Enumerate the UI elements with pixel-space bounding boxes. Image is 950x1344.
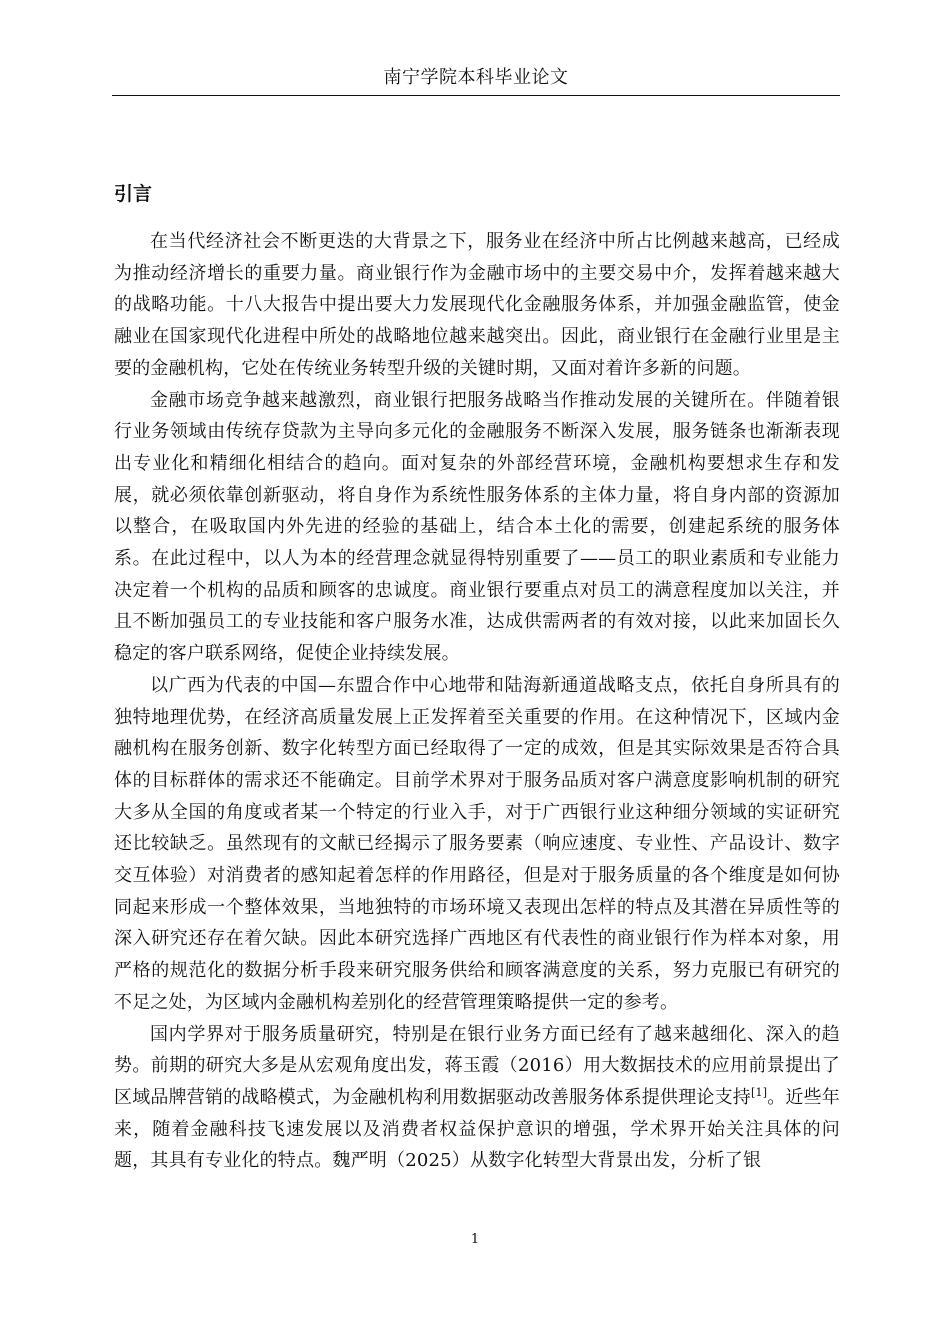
citation-marker: [1] [751, 1085, 768, 1099]
page-number: 1 [470, 1232, 480, 1247]
paragraph-4-text: 国内学界对于服务质量研究，特别是在银行业务方面已经有了越来越细化、深入的趋势。前期的研究大多是从宏观角度出发，蒋玉霞（2016）用大数据技术的应用前景提出了区域品牌营销的战略模式，为金融机构利用数据驱动改善服务体系提供理论支持 [114, 1023, 840, 1108]
section-heading: 引言 [114, 183, 153, 205]
body-text [114, 226, 840, 1177]
paragraph-4 [114, 1019, 840, 1178]
header-rule [112, 95, 840, 96]
paragraph-4-tail: 。近些年来，随着金融科技飞速发展以及消费者权益保护意识的增强，学术界开始关注具体的问题，其具有专业化的特点。魏严明（2025）从数字化转型大背景出发，分析了银 [114, 1086, 840, 1172]
running-header: 南宁学院本科毕业论文 [383, 67, 569, 88]
paragraph-3: 以广西为代表的中国—东盟合作中心地带和陆海新通道战略支点，依托自身所具有的独特地理优势，在经济高质量发展上正发挥着至关重要的作用。在这种情况下，区域内金融机构在服务创新、数字化转型方面已经取得了一定的成效，但是其实际效果是否符合具体的目标群体的需求还不能确定。目前学术界对于服务品质对客户满意度影响机制的研究大多从全国的角度或者某一个特定的行业入手，对于广西银行业这种细分领域的实证研究还比较缺乏。虽然现有的文献已经揭示了服务要素（响应速度、专业性、产品设计、数字交互体验）对消费者的感知起着怎样的作用路径，但是对于服务质量的各个维度是如何协同起来形成一个整体效果，当地独特的市场环境又表现出怎样的特点及其潜在异质性等的深入研究还存在着欠缺。因此本研究选择广西地区有代表性的商业银行作为样本对象，用严格的规范化的数据分析手段来研究服务供给和顾客满意度的关系，努力克服已有研究的不足之处，为区域内金融机构差别化的经营管理策略提供一定的参考。 [114, 674, 840, 1013]
paragraph-2: 金融市场竞争越来越激烈，商业银行把服务战略当作推动发展的关键所在。伴随着银行业务领域由传统存贷款为主导向多元化的金融服务不断深入发展，服务链条也渐渐表现出专业化和精细化相结合的趋向。面对复杂的外部经营环境，金融机构要想求生存和发展，就必须依靠创新驱动，将自身作为系统性服务体系的主体力量，将自身内部的资源加以整合，在吸取国内外先进的经验的基础上，结合本土化的需要，创建起系统的服务体系。在此过程中，以人为本的经营理念就显得特别重要了——员工的职业素质和专业能力决定着一个机构的品质和顾客的忠诚度。商业银行要重点对员工的满意程度加以关注，并且不断加强员工的专业技能和客户服务水准，达成供需两者的有效对接，以此来加固长久稳定的客户联系网络，促使企业持续发展。 [114, 389, 840, 665]
paragraph-1: 在当代经济社会不断更迭的大背景之下，服务业在经济中所占比例越来越高，已经成为推动经济增长的重要力量。商业银行作为金融市场中的主要交易中介，发挥着越来越大的战略功能。十八大报告中提出要大力发展现代化金融服务体系，并加强金融监管，使金融业在国家现代化进程中所处的战略地位越来越突出。因此，商业银行在金融行业里是主要的金融机构，它处在传统业务转型升级的关键时期，又面对着许多新的问题。 [114, 231, 840, 379]
